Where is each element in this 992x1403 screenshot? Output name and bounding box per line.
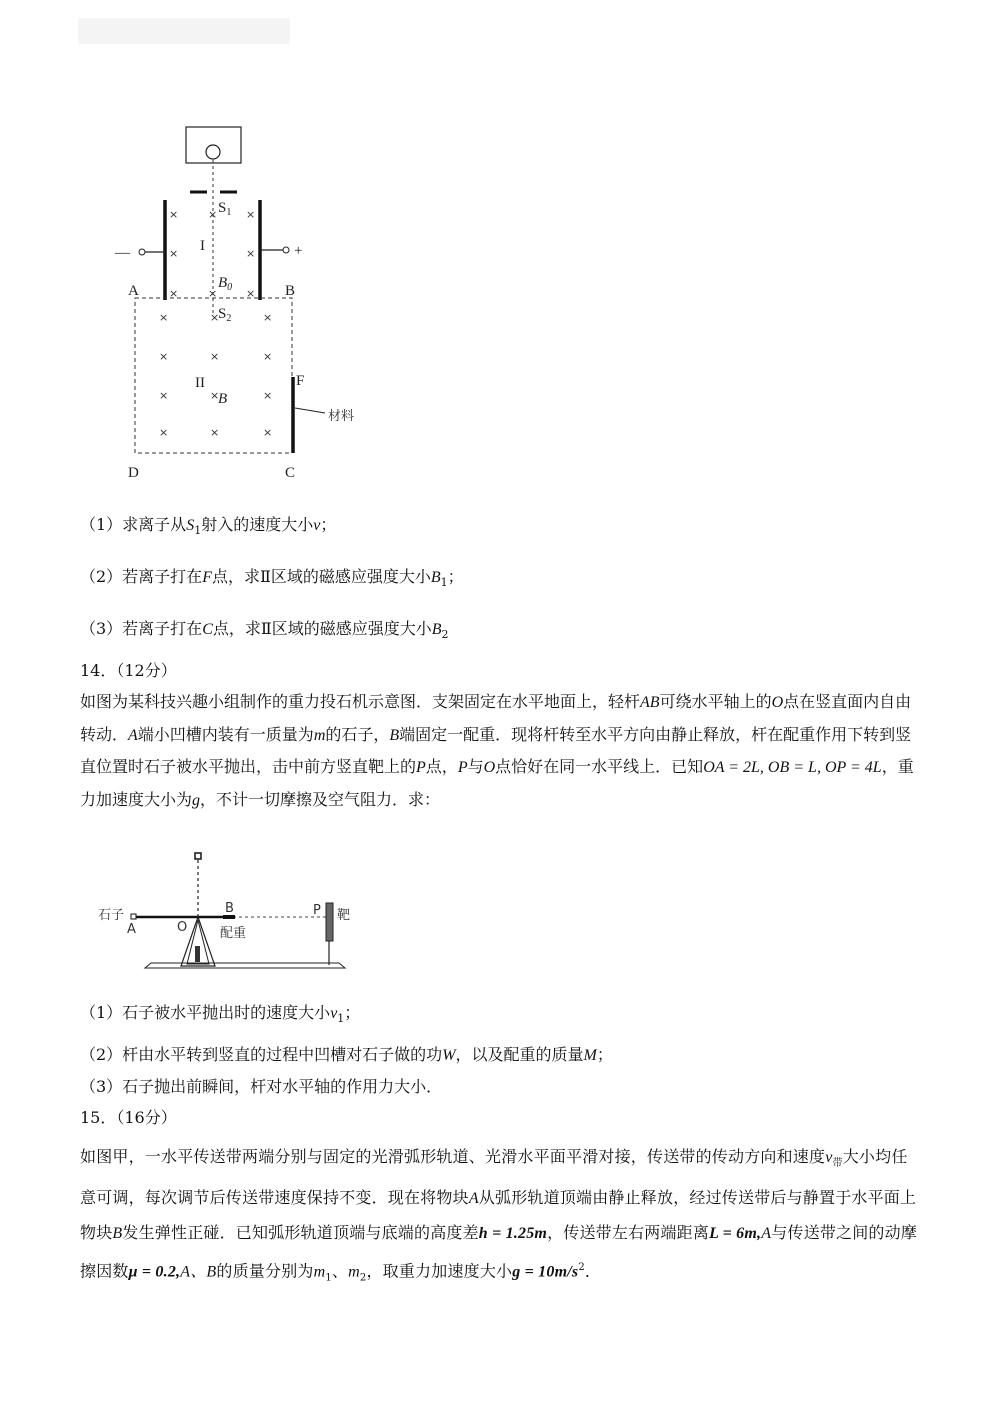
- svg-text:×: ×: [208, 287, 218, 300]
- q14-header: 14．（12分）: [80, 661, 177, 680]
- label-target: 靶: [337, 908, 351, 923]
- label-region2: II: [195, 375, 205, 391]
- svg-text:×: ×: [263, 311, 273, 324]
- q14-body: 如图为某科技兴趣小组制作的重力投石机示意图．支架固定在水平地面上，轻杆AB可绕水平轴上的O点在竖直面内自由转动．A端小凹槽内装有一质量为m的石子，B端固定一配重．现将杆转至水平方向由静止释放，杆在配重作用下转到竖直位置时石子被水平抛出，击中前方竖直靶上的P点，P与O点恰好在同一水平线上．已知OA = 2L, OB = L, OP = 4L，重力加速度大小为g，不计一切摩擦及空气阻力．求：: [80, 692, 914, 809]
- svg-text:×: ×: [246, 208, 256, 221]
- svg-text:×: ×: [210, 426, 220, 439]
- figure-trebuchet: [95, 848, 355, 973]
- label-S2: $S_2$: [218, 306, 232, 324]
- label-B: B: [285, 283, 296, 299]
- svg-text:×: ×: [210, 350, 220, 363]
- label-region1: I: [200, 238, 205, 254]
- header-watermark: [78, 18, 290, 44]
- label-B0: $B_0$: [218, 275, 233, 293]
- svg-text:×: ×: [246, 247, 256, 260]
- region1-field-crosses: [169, 208, 255, 300]
- target-board: [326, 903, 333, 941]
- label-stone: 石子: [98, 908, 125, 923]
- q14-sub1: （1）石子被水平抛出时的速度大小$v_1$；: [80, 1003, 361, 1026]
- terminal-plus: +: [294, 243, 303, 259]
- svg-text:×: ×: [263, 389, 273, 402]
- label-counterweight: 配重: [220, 926, 247, 941]
- svg-text:×: ×: [159, 350, 169, 363]
- svg-text:×: ×: [169, 208, 179, 221]
- label-material: 材料: [328, 409, 355, 424]
- label-B-field: B: [218, 391, 228, 407]
- label-P: P: [313, 903, 321, 918]
- svg-text:×: ×: [159, 311, 169, 324]
- svg-text:×: ×: [159, 426, 169, 439]
- q14-sub3: （3）石子抛出前瞬间，杆对水平轴的作用力大小．: [80, 1077, 443, 1096]
- svg-text:×: ×: [246, 287, 256, 300]
- label-O: O: [177, 920, 188, 935]
- label-A2: A: [127, 922, 136, 937]
- svg-text:×: ×: [169, 287, 179, 300]
- q13-sub2: （2）若离子打在F点，求Ⅱ区域的磁感应强度大小$B_1$；: [80, 567, 464, 590]
- svg-text:×: ×: [159, 389, 169, 402]
- label-B2: B: [225, 901, 234, 916]
- q15-header: 15．（16分）: [80, 1108, 177, 1127]
- q15-body: 如图甲，一水平传送带两端分别与固定的光滑弧形轨道、光滑水平面平滑对接，传送带的传动方向和速度$v_带$大小均任意可调，每次调节后传送带速度保持不变．现在将物块A从弧形轨道顶端由静止释放，经过传送带后与静置于水平面上物块B发生弹性正碰．已知弧形轨道顶端与底端的高度差h = 1.25m，传送带左右两端距离L = 6m,A与传送带之间的动摩擦因数μ = 0.2,A、B的质量分别为$m_1$、$m_2$，取重力加速度大小$g = 10m/s^2$．: [80, 1147, 918, 1284]
- q14-sub2: （2）杆由水平转到竖直的过程中凹槽对石子做的功W，以及配重的质量M；: [80, 1045, 613, 1064]
- label-C: C: [285, 465, 296, 481]
- svg-text:×: ×: [210, 311, 220, 324]
- region2-field-crosses: [159, 311, 272, 439]
- svg-text:×: ×: [263, 426, 273, 439]
- label-A: A: [128, 283, 139, 299]
- label-D: D: [128, 465, 139, 481]
- svg-text:×: ×: [263, 350, 273, 363]
- q13-sub3: （3）若离子打在C点，求Ⅱ区域的磁感应强度大小$B_2$: [80, 619, 449, 642]
- q13-sub1: （1）求离子从$S_1$射入的速度大小v；: [80, 515, 337, 538]
- label-F: F: [296, 373, 305, 389]
- figure-magnetic-field-apparatus: [100, 115, 380, 490]
- label-S1: $S_1$: [218, 200, 232, 218]
- svg-text:×: ×: [208, 208, 218, 221]
- terminal-minus: —: [115, 245, 130, 261]
- svg-text:×: ×: [169, 247, 179, 260]
- svg-text:×: ×: [210, 389, 220, 402]
- ion-source-circle: [206, 145, 220, 159]
